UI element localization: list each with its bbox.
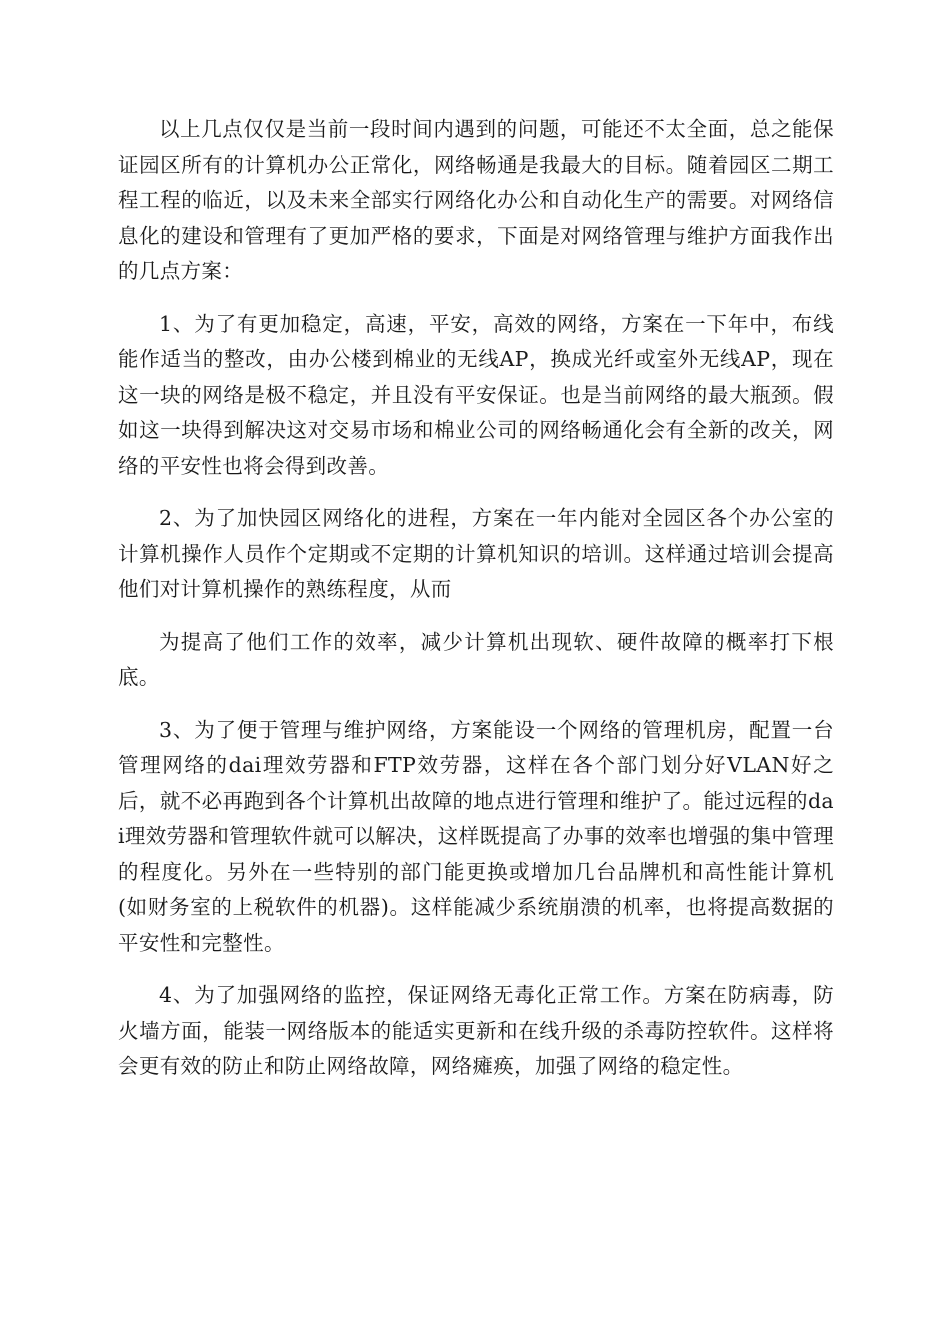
document-body <box>118 112 834 1102</box>
paragraph-item-2-continued: 为提高了他们工作的效率，减少计算机出现软、硬件故障的概率打下根底。 <box>118 629 834 689</box>
paragraph-item-1: 1、为了有更加稳定，高速，平安，高效的网络，方案在一下年中，布线能作适当的整改，由办公楼到棉业的无线AP，换成光纤或室外无线AP，现在这一块的网络是极不稳定，并且没有平安保证。也是当前网络的最大瓶颈。假如这一块得到解决这对交易市场和棉业公司的网络畅通化会有全新的改关，网络的平安性也将会得到改善。 <box>118 311 834 478</box>
paragraph-item-3: 3、为了便于管理与维护网络，方案能设一个网络的管理机房，配置一台管理网络的dai理效劳器和FTP效劳器，这样在各个部门划分好VLAN好之后，就不必再跑到各个计算机出故障的地点进行管理和维护了。能过远程的dai理效劳器和管理软件就可以解决，这样既提高了办事的效率也增强的集中管理的程度化。另外在一些特别的部门能更换或增加几台品牌机和高性能计算机(如财务室的上税软件的机器)。这样能减少系统崩溃的机率，也将提高数据的平安性和完整性。 <box>118 717 834 955</box>
paragraph-item-2: 2、为了加快园区网络化的进程，方案在一年内能对全园区各个办公室的计算机操作人员作个定期或不定期的计算机知识的培训。这样通过培训会提高他们对计算机操作的熟练程度，从而 <box>118 506 834 601</box>
paragraph-intro: 以上几点仅仅是当前一段时间内遇到的问题，可能还不太全面，总之能保证园区所有的计算机办公正常化，网络畅通是我最大的目标。随着园区二期工程工程的临近，以及未来全部实行网络化办公和自动化生产的需要。对网络信息化的建设和管理有了更加严格的要求，下面是对网络管理与维护方面我作出的几点方案： <box>118 117 834 283</box>
paragraph-item-4: 4、为了加强网络的监控，保证网络无毒化正常工作。方案在防病毒，防火墙方面，能装一网络版本的能适实更新和在线升级的杀毒防控软件。这样将会更有效的防止和防止网络故障，网络瘫痪，加强了网络的稳定性。 <box>118 983 834 1078</box>
